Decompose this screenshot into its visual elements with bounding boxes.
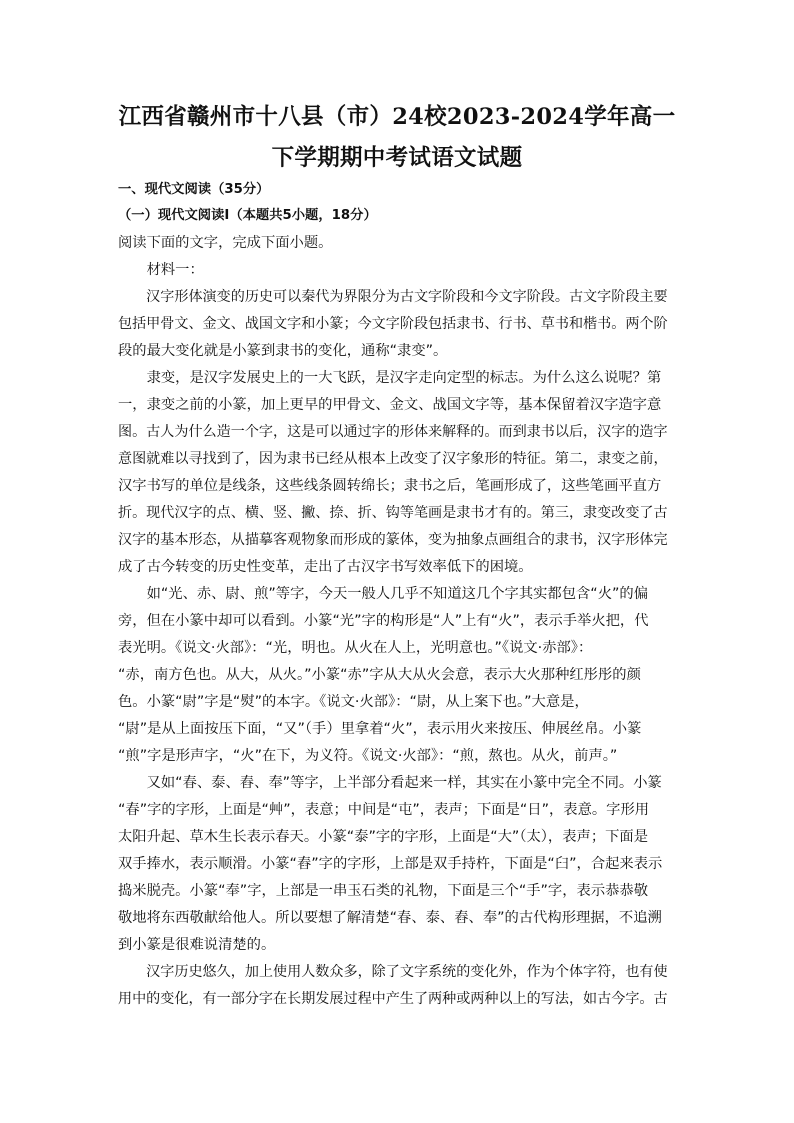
body-line: 段的最大变化就是小篆到隶书的变化，通称“隶变”。 xyxy=(118,343,448,359)
body-line: 表光明。《说文·火部》：“光，明也。从火在人上，光明意也。”《说文·赤部》： xyxy=(118,640,593,656)
body-line: 汉字历史悠久，加上使用人数众多，除了文字系统的变化外，作为个体字符，也有使 xyxy=(118,964,668,980)
body-line: “春”字的字形，上面是“艸”，表意；中间是“屯”，表声；下面是“日”，表意。字形用 xyxy=(118,802,650,818)
body-line: 图。古人为什么造一个字，这是可以通过字的形体来解释的。而到隶书以后，汉字的造字 xyxy=(118,424,668,440)
body-line: 如“光、赤、尉、煎”等字，今天一般人几乎不知道这几个字其实都包含“火”的偏 xyxy=(118,586,649,602)
title-line-2: 下学期期中考试语文试题 xyxy=(271,145,523,171)
body-line: 汉字的基本形态，从描摹客观物象而形成的篆体，变为抽象点画组合的隶书，汉字形体完 xyxy=(118,532,668,548)
body-line: 意图就难以寻找到了，因为隶书已经从根本上改变了汉字象形的特征。第二，隶变之前， xyxy=(118,451,668,467)
body-line: 又如“春、泰、舂、奉”等字，上半部分看起来一样，其实在小篆中完全不同。小篆 xyxy=(118,775,662,791)
body-line: 隶变，是汉字发展史上的一大飞跃，是汉字走向定型的标志。为什么这么说呢？第 xyxy=(118,370,662,386)
subsection-heading: （一）现代文阅读Ⅰ（本题共5小题，18分） xyxy=(118,208,377,223)
body-line: “煎”字是形声字，“火”在下，为义符。《说文·火部》：“煎，熬也。从火，前声。” xyxy=(118,748,618,764)
body-line: 汉字形体演变的历史可以秦代为界限分为古文字阶段和今文字阶段。古文字阶段主要 xyxy=(118,289,668,305)
body-line: 捣米脱壳。小篆“奉”字，上部是一串玉石类的礼物，下面是三个“手”字，表示恭恭敬 xyxy=(118,883,649,899)
body-line: 敬地将东西敬献给他人。所以要想了解清楚“春、泰、舂、奉”的古代构形理据，不追溯 xyxy=(118,910,662,926)
body-line: “赤，南方色也。从大，从火。”小篆“赤”字从大从火会意，表示大火那种红彤彤的颜 xyxy=(118,667,641,683)
body-line: 色。小篆“尉”字是“熨”的本字。《说文·火部》：“尉，从上案下也。”大意是， xyxy=(118,694,589,710)
body-line: 旁，但在小篆中却可以看到。小篆“光”字的构形是“人”上有“火”，表示手举火把，代 xyxy=(118,613,649,629)
section-heading: 一、现代文阅读（35分） xyxy=(118,182,270,197)
body-line: 成了古今转变的历史性变革，走出了古汉字书写效率低下的困境。 xyxy=(118,559,533,575)
body-line: 材料一： xyxy=(118,262,204,278)
body-line: 汉字书写的单位是线条，这些线条圆转绵长；隶书之后，笔画形成了，这些笔画平直方 xyxy=(118,478,662,494)
body-line: 一，隶变之前的小篆，加上更早的甲骨文、金文、战国文字等，基本保留着汉字造字意 xyxy=(118,397,662,413)
body-line: 包括甲骨文、金文、战国文字和小篆；今文字阶段包括隶书、行书、草书和楷书。两个阶 xyxy=(118,316,668,332)
instruction-text: 阅读下面的文字，完成下面小题。 xyxy=(118,235,333,251)
body-line: 到小篆是很难说清楚的。 xyxy=(118,937,276,953)
body-line: 折。现代汉字的点、横、竖、撇、捺、折、钩等笔画是隶书才有的。第三，隶变改变了古 xyxy=(118,505,668,521)
title-line-1: 江西省赣州市十八县（市）24校2023-2024学年高一 xyxy=(118,104,676,130)
body-line: “尉”是从上面按压下面，“又”（手）里拿着“火”，表示用火来按压、伸展丝帛。小篆 xyxy=(118,721,642,737)
body-line: 双手捧水，表示顺滑。小篆“舂”字的字形，上部是双手持杵，下面是“臼”，合起来表示 xyxy=(118,856,663,872)
body-line: 用中的变化，有一部分字在长期发展过程中产生了两种或两种以上的写法，如古今字。古 xyxy=(118,991,668,1007)
body-line: 太阳升起、草木生长表示春天。小篆“泰”字的字形，上面是“大”（太），表声；下面是 xyxy=(118,829,649,845)
